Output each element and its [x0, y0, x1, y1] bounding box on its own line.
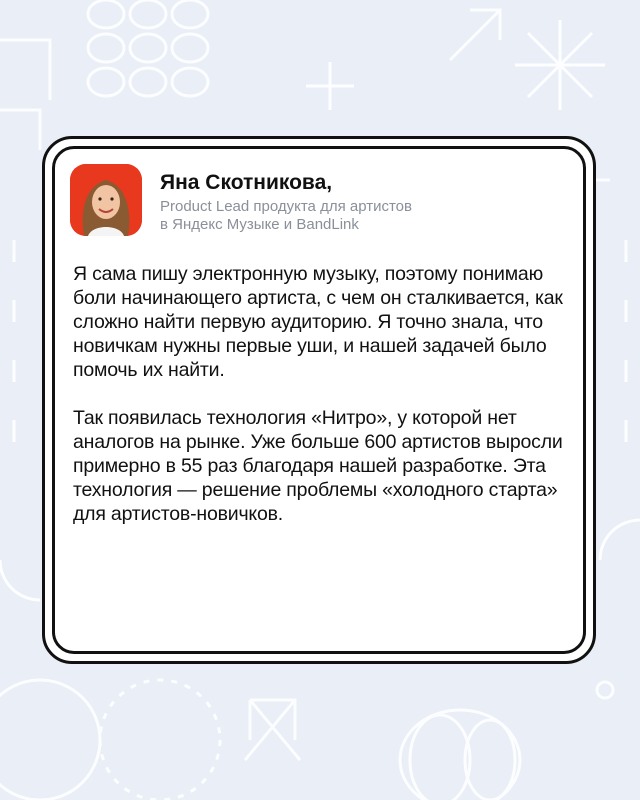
avatar-portrait-icon: [70, 164, 142, 236]
author-block: [160, 170, 560, 234]
author-name: Яна Скотникова,: [160, 171, 333, 194]
quote-text: [73, 262, 583, 526]
quote-paragraph-2: Так появилась технология «Нитро», у которой нет аналогов на рынке. Уже больше 600 артистов выросли примерно в 55 раз благодаря нашей разработке. Эта технология — решение проблемы «холодного старта» для артистов-новичков.: [73, 407, 563, 525]
author-role-line1: Product Lead продукта для артистов: [160, 198, 412, 215]
author-role-line2: в Яндекс Музыке и BandLink: [160, 216, 359, 233]
circle-grid-decoration: [88, 0, 208, 96]
author-role: [160, 198, 560, 234]
quote-paragraph-1: Я сама пишу электронную музыку, поэтому понимаю боли начинающего артиста, с чем он сталкивается, как сложно найти первую аудиторию. Я точно знала, что новичкам нужны первые уши, и нашей задачей было помочь их найти.: [73, 263, 563, 381]
author-avatar: [70, 164, 142, 236]
